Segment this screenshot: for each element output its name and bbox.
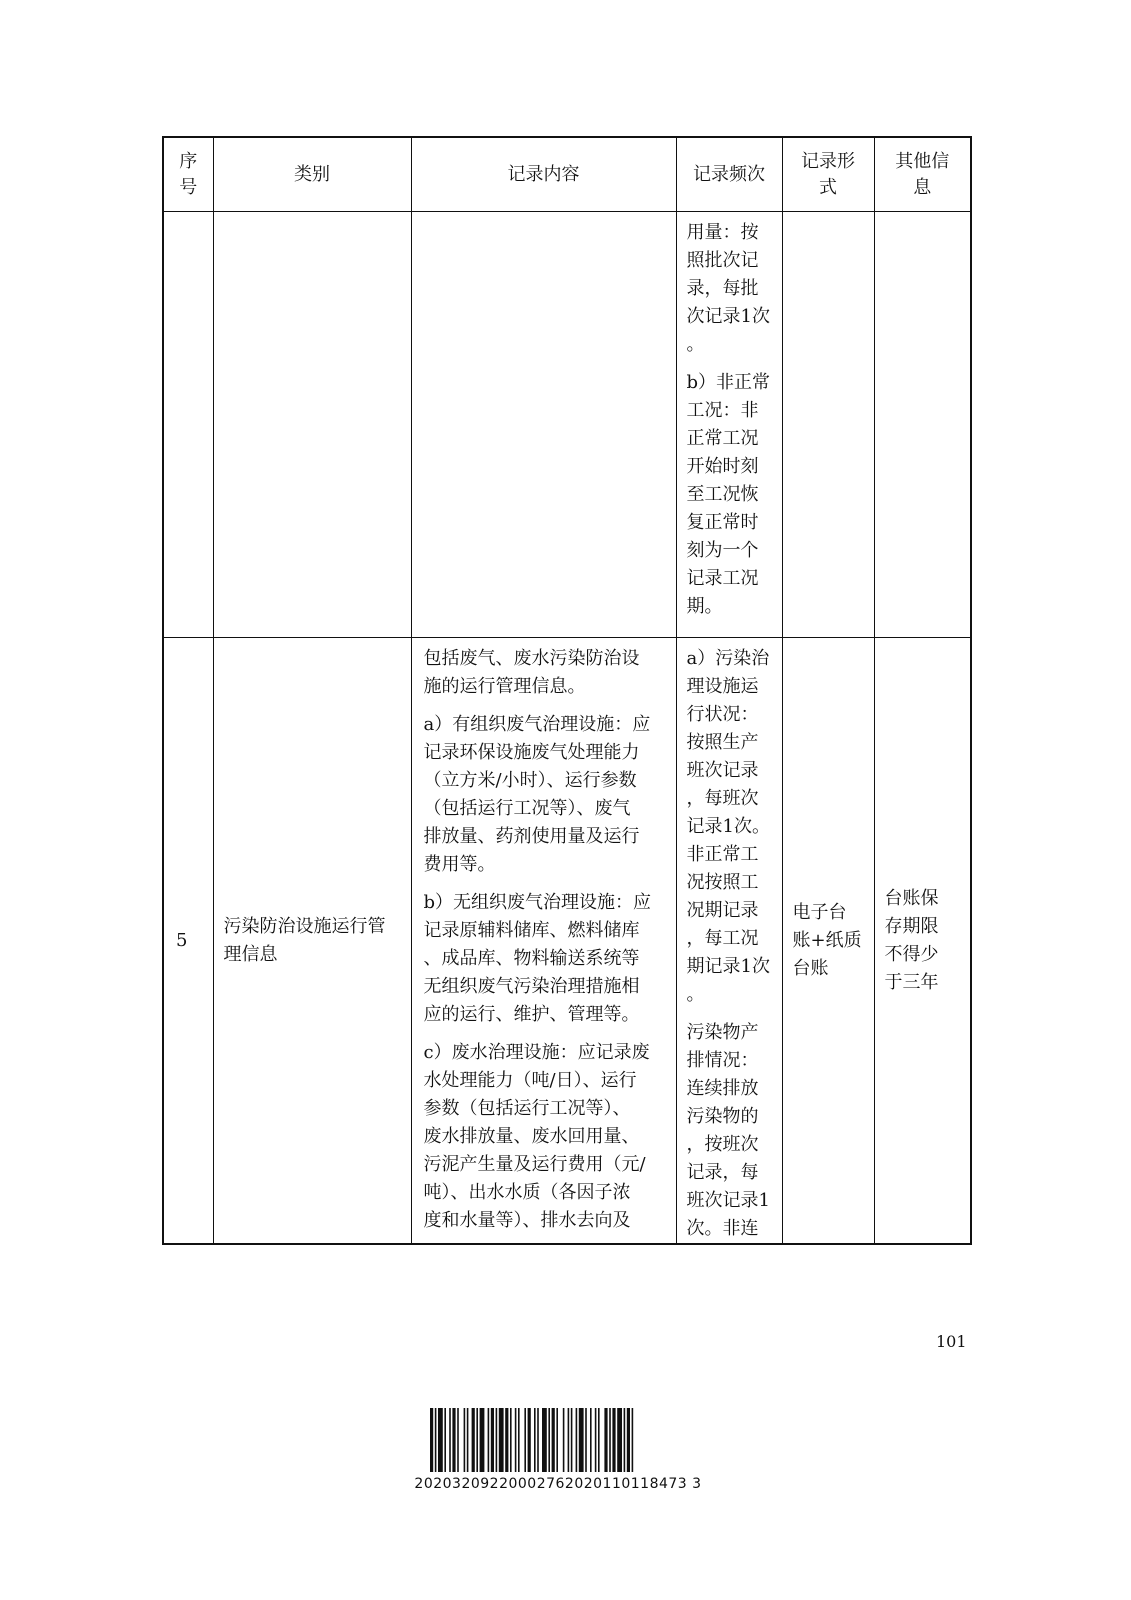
barcode-bar <box>552 1408 555 1472</box>
header-seq: 序 号 <box>163 137 213 212</box>
frequency-paragraph: b）非正常 工况：非 正常工况 开始时刻 至工况恢 复正常时 刻为一个 记录工况 期。 <box>686 372 771 617</box>
barcode-bar <box>598 1408 600 1472</box>
cell-seq-empty <box>163 212 213 638</box>
barcode-bar <box>472 1408 475 1472</box>
barcode-bar <box>627 1408 630 1472</box>
barcode-bar <box>524 1408 526 1472</box>
barcode-bar <box>457 1408 459 1472</box>
barcode-bar <box>624 1408 626 1472</box>
barcode-bar <box>488 1408 490 1472</box>
barcode-bar <box>548 1408 550 1472</box>
cell-category: 污染防治设施运行管 理信息 <box>213 638 411 1245</box>
barcode-bar <box>452 1408 455 1472</box>
content-paragraph: b）无组织废气治理设施：应 记录原辅料储库、燃料储库 、成品库、物料输送系统等 无组织废气污染治理措施相 应的运行、维护、管理等。 <box>423 892 652 1025</box>
barcode-bar <box>496 1408 498 1472</box>
barcode-bar <box>612 1408 615 1472</box>
header-frequency: 记录频次 <box>676 137 782 212</box>
barcode-bar <box>438 1408 443 1472</box>
table-row-continued <box>163 212 971 638</box>
barcode-bar <box>480 1408 485 1472</box>
barcode-bar <box>430 1408 433 1472</box>
barcode-bar <box>590 1408 592 1472</box>
cell-content-empty <box>411 212 676 638</box>
barcode-number: 20203209220002762020110118473 3 <box>414 1476 702 1492</box>
barcode-bar <box>609 1408 611 1472</box>
frequency-paragraph: 污染物产 排情况： 连续排放 污染物的 ，按班次 记录，每 班次记录1 次。非连 <box>686 1022 770 1239</box>
barcode-bar <box>585 1408 587 1472</box>
barcode-bar <box>515 1408 517 1472</box>
cell-content <box>411 638 676 1245</box>
barcode-bar <box>444 1408 446 1472</box>
barcode-bar <box>476 1408 478 1472</box>
table-row-5 <box>163 638 971 1245</box>
barcode-bar <box>604 1408 607 1472</box>
frequency-paragraph: 用量：按 照批次记 录，每批 次记录1次 。 <box>686 222 770 355</box>
barcode-bar <box>467 1408 469 1472</box>
barcode-bar <box>534 1408 536 1472</box>
barcode-bar <box>632 1408 634 1472</box>
record-table <box>162 136 972 1245</box>
content-paragraph: a）有组织废气治理设施：应 记录环保设施废气处理能力 （立方米/小时）、运行参数 （包括运行工况等）、废气 排放量、药剂使用量及运行 费用等。 <box>423 714 651 875</box>
barcode-bar <box>435 1408 437 1472</box>
header-category: 类别 <box>213 137 411 212</box>
barcode-bar <box>595 1408 597 1472</box>
barcode-bar <box>464 1408 466 1472</box>
page-number: 101 <box>936 1332 967 1351</box>
barcode-bar <box>491 1408 494 1472</box>
barcode-bar <box>510 1408 512 1472</box>
barcode-bar <box>579 1408 584 1472</box>
header-row <box>163 137 971 212</box>
barcode-bar <box>568 1408 570 1472</box>
header-other: 其他信 息 <box>874 137 971 212</box>
header-content: 记录内容 <box>411 137 676 212</box>
barcode-bar <box>537 1408 539 1472</box>
cell-frequency <box>676 212 782 638</box>
cell-frequency <box>676 638 782 1245</box>
barcode-bar <box>528 1408 531 1472</box>
barcode-bar <box>449 1408 451 1472</box>
header-format: 记录形 式 <box>782 137 874 212</box>
barcode-bar <box>571 1408 573 1472</box>
cell-format: 电子台 账+纸质 台账 <box>782 638 874 1245</box>
cell-format-empty <box>782 212 874 638</box>
content-paragraph: c）废水治理设施：应记录废 水处理能力（吨/日）、运行 参数（包括运行工况等）、 废水排放量、废水回用量、 污泥产生量及运行费用（元/ 吨）、出水水质（各因子浓 度和水量等）、排水去向及 <box>423 1042 650 1231</box>
barcode-bar <box>563 1408 565 1472</box>
barcode-bar <box>499 1408 504 1472</box>
barcode-bar <box>617 1408 622 1472</box>
cell-seq: 5 <box>163 638 213 1245</box>
barcode-bar <box>505 1408 508 1472</box>
cell-category-empty <box>213 212 411 638</box>
cell-other-empty <box>874 212 971 638</box>
barcode-bar <box>576 1408 578 1472</box>
barcode-bar <box>518 1408 520 1472</box>
barcode-image <box>430 1408 710 1472</box>
barcode-bar <box>556 1408 558 1472</box>
barcode-bar <box>542 1408 547 1472</box>
cell-other: 台账保 存期限 不得少 于三年 <box>874 638 971 1245</box>
content-paragraph: 包括废气、废水污染防治设 施的运行管理信息。 <box>423 648 640 697</box>
frequency-paragraph: a）污染治 理设施运 行状况： 按照生产 班次记录 ，每班次 记录1次。 非正常工 况按照工 况期记录 ，每工况 期记录1次 。 <box>686 648 770 1005</box>
